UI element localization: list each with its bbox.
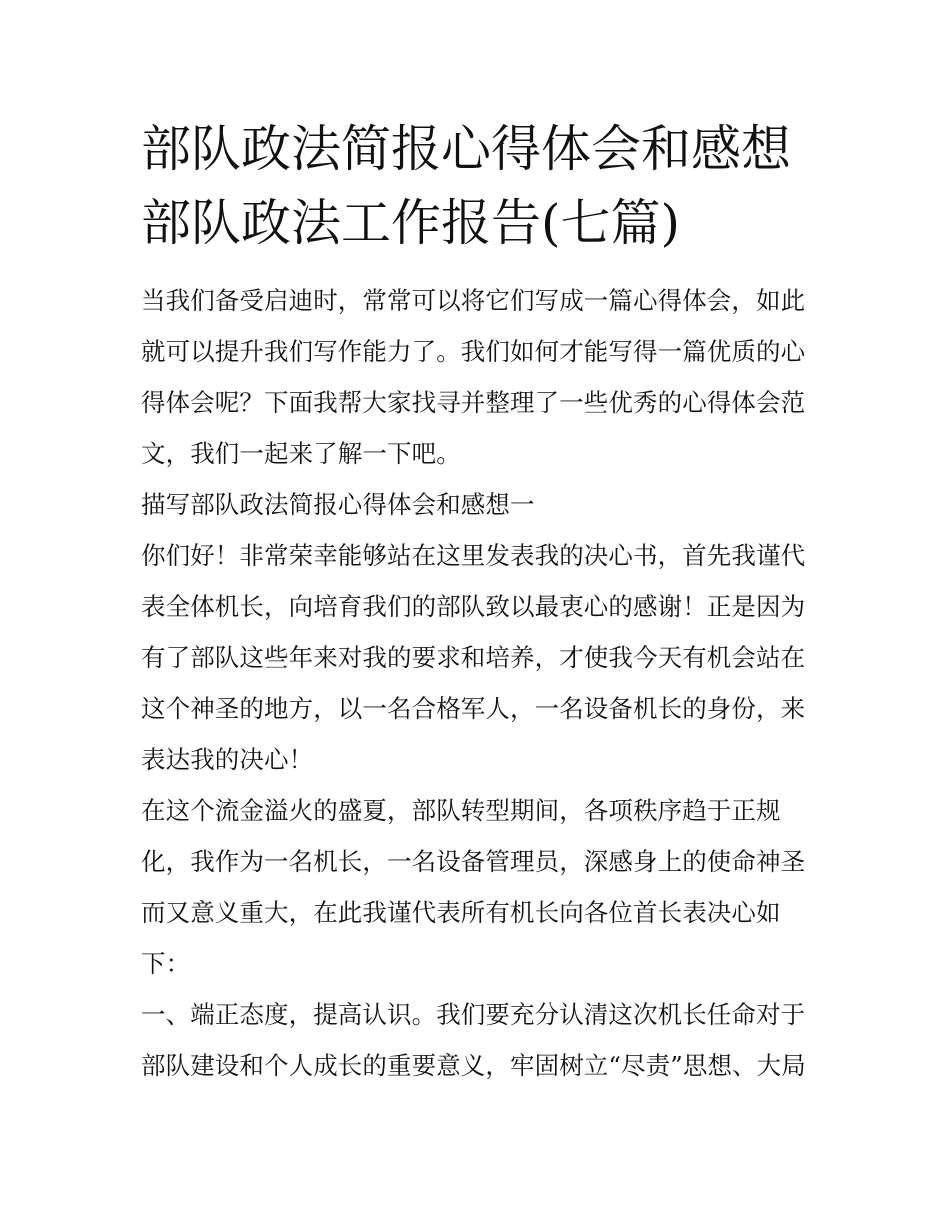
body-line-7: 表全体机长，向培育我们的部队致以最衷心的感谢！正是因为 bbox=[141, 592, 806, 621]
body-line-3: 得体会呢？下面我帮大家找寻并整理了一些优秀的心得体会范 bbox=[141, 388, 806, 417]
body-line-9: 这个神圣的地方，以一名合格军人，一名设备机长的身份，来 bbox=[141, 694, 806, 723]
document-body bbox=[141, 275, 821, 1091]
body-line-12: 化，我作为一名机长，一名设备管理员，深感身上的使命神圣 bbox=[141, 847, 806, 876]
body-line-11: 在这个流金溢火的盛夏，部队转型期间，各项秩序趋于正规 bbox=[141, 796, 781, 825]
section-heading: 描写部队政法简报心得体会和感想一 bbox=[141, 490, 535, 519]
body-line-2: 就可以提升我们写作能力了。我们如何才能写得一篇优质的心 bbox=[141, 337, 806, 366]
title-line-1: 部队政法简报心得体会和感想 bbox=[141, 120, 791, 178]
body-line-4: 文，我们一起来了解一下吧。 bbox=[141, 439, 461, 468]
body-line-13: 而又意义重大，在此我谨代表所有机长向各位首长表决心如 bbox=[141, 898, 781, 927]
body-line-16: 部队建设和个人成长的重要意义，牢固树立“尽责”思想、大局 bbox=[141, 1051, 806, 1080]
body-line-8: 有了部队这些年来对我的要求和培养，才使我今天有机会站在 bbox=[141, 643, 806, 672]
body-line-1: 当我们备受启迪时，常常可以将它们写成一篇心得体会，如此 bbox=[141, 286, 806, 315]
document-title bbox=[141, 112, 831, 260]
body-line-14: 下： bbox=[141, 949, 191, 978]
body-line-15: 一、端正态度，提高认识。我们要充分认清这次机长任命对于 bbox=[141, 1000, 806, 1029]
body-line-6: 你们好！非常荣幸能够站在这里发表我的决心书，首先我谨代 bbox=[141, 541, 806, 570]
body-line-10: 表达我的决心！ bbox=[141, 745, 314, 774]
title-line-2: 部队政法工作报告(七篇) bbox=[141, 194, 681, 252]
